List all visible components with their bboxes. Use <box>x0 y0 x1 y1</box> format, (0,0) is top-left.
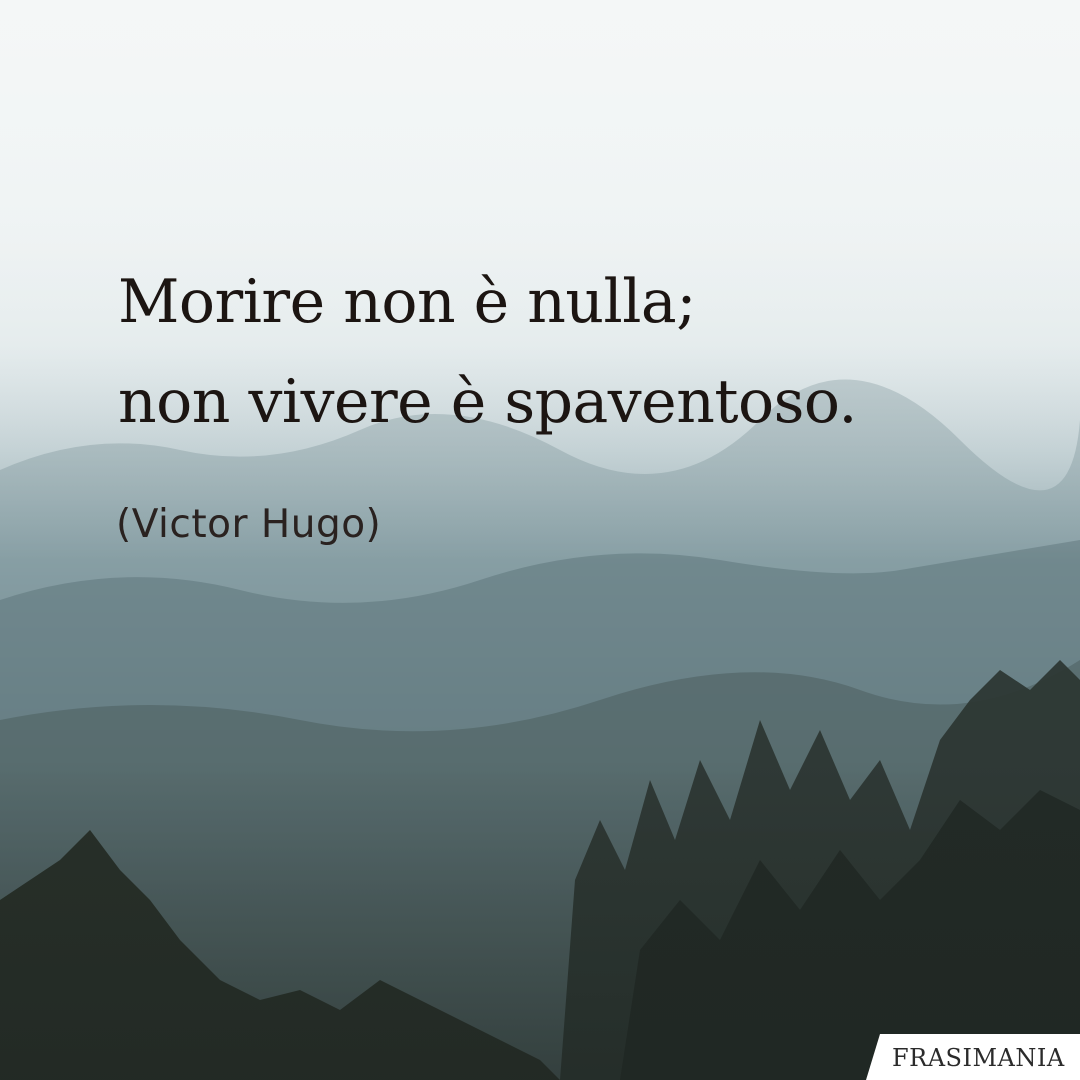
brand-watermark <box>866 1034 1080 1080</box>
quote-author: (Victor Hugo) <box>116 502 382 547</box>
quote-line-1: Morire non è nulla; <box>118 267 696 337</box>
quote-text <box>118 252 857 452</box>
quote-line-2: non vivere è spaventoso. <box>118 367 857 437</box>
brand-name: FRASIMANIA <box>892 1044 1065 1072</box>
